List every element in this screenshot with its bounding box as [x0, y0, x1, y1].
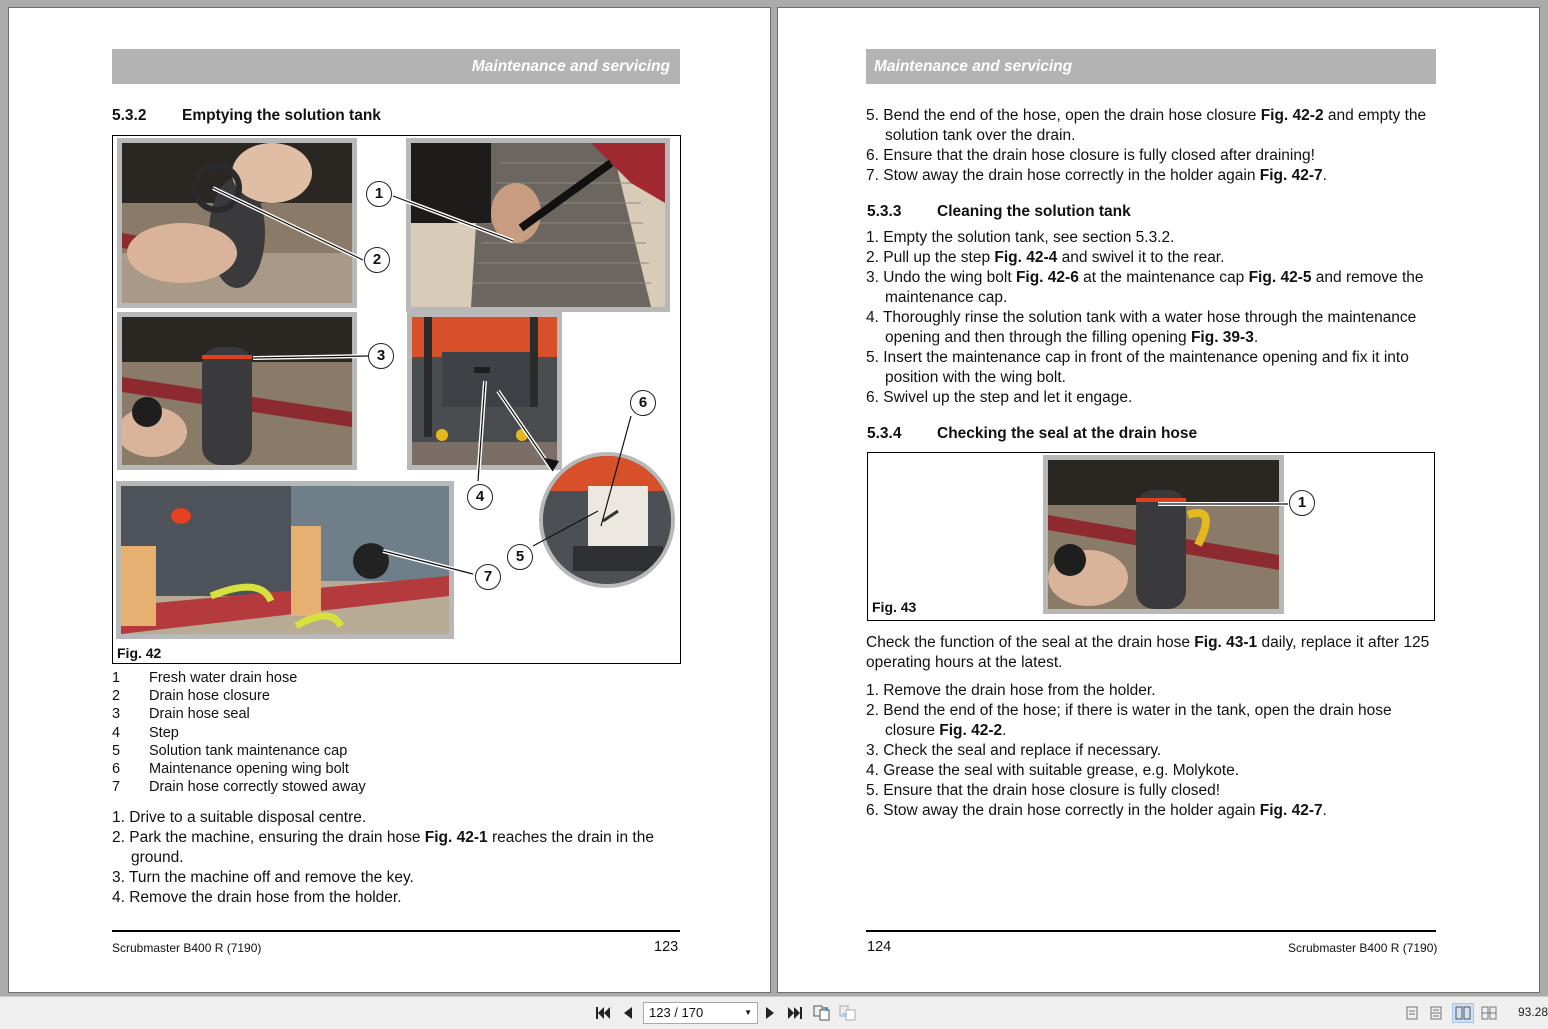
continuous-facing-icon: [1481, 1006, 1497, 1020]
figure-reference: Fig. 43-1: [1194, 634, 1258, 651]
first-page-button[interactable]: [593, 1003, 613, 1023]
last-page-button[interactable]: [785, 1003, 805, 1023]
figure-reference: Fig. 42-7: [1259, 802, 1323, 819]
chapter-header-band: Maintenance and servicing: [112, 49, 680, 84]
section-heading: [867, 425, 1197, 443]
chapter-header-band: Maintenance and servicing: [866, 49, 1436, 84]
seal-check-intro: Check the function of the seal at the drain hose Fig. 43-1 daily, replace it after 125 operating hours at the latest.: [866, 634, 1430, 671]
facing-pages-icon: [1455, 1006, 1471, 1020]
dropdown-caret-icon: ▼: [744, 1008, 752, 1017]
single-page-icon: [1406, 1006, 1418, 1020]
go-back-view-button[interactable]: [812, 1003, 832, 1023]
figure-reference: Fig. 42-1: [424, 829, 488, 846]
document-page-124: [777, 7, 1540, 993]
step-item: 7. Stow away the drain hose correctly in the holder again Fig. 42-7.: [866, 167, 1327, 184]
legend-item: 5 Solution tank maintenance cap: [112, 742, 348, 759]
step-item: 3. Check the seal and replace if necessary.: [866, 742, 1162, 759]
step-item: 5. Bend the end of the hose, open the drain hose closure Fig. 42-2 and empty the solution tank over the drain.: [866, 107, 1427, 144]
continuous-page-icon: [1430, 1006, 1442, 1020]
callout-6: 6: [630, 390, 656, 416]
figure-reference: Fig. 39-3: [1190, 329, 1254, 346]
section-title: Cleaning the solution tank: [937, 203, 1131, 220]
legend-item: 7 Drain hose correctly stowed away: [112, 779, 366, 796]
step-item: 5. Ensure that the drain hose closure is fully closed!: [866, 782, 1221, 799]
footer-rule: [112, 930, 680, 932]
step-item: 6. Stow away the drain hose correctly in the holder again Fig. 42-7.: [866, 802, 1327, 819]
go-forward-view-button[interactable]: [838, 1003, 858, 1023]
document-page-123: [8, 7, 771, 993]
figure-43: [867, 452, 1435, 621]
single-page-layout-button[interactable]: [1402, 1003, 1422, 1023]
callout-5: 5: [507, 544, 533, 570]
step-item: 2. Bend the end of the hose; if there is water in the tank, open the drain hose closure Fig. 42-2.: [866, 702, 1392, 739]
step-item: 1. Empty the solution tank, see section 5.3.2.: [866, 229, 1175, 246]
figure-reference: Fig. 42-7: [1259, 167, 1323, 184]
callout-1: 1: [366, 181, 392, 207]
callout-leader-lines: [868, 453, 1436, 622]
step-item: 1. Remove the drain hose from the holder.: [866, 682, 1156, 699]
figure-reference: Fig. 42-2: [1260, 107, 1324, 124]
step-item: 4. Remove the drain hose from the holder.: [112, 889, 402, 906]
step-item: 4. Thoroughly rinse the solution tank with a water hose through the maintenance opening and then through the filling opening Fig. 39-3.: [866, 309, 1417, 346]
figure-reference: Fig. 42-5: [1248, 269, 1312, 286]
viewer-toolbar: [0, 996, 1548, 1029]
legend-item: 6 Maintenance opening wing bolt: [112, 761, 349, 778]
seal-check-steps: [866, 681, 1441, 821]
figure-reference: Fig. 42-6: [1015, 269, 1079, 286]
step-item: 5. Insert the maintenance cap in front of the maintenance opening and fix it into position with the wing bolt.: [866, 349, 1409, 386]
step-item: 2. Park the machine, ensuring the drain hose Fig. 42-1 reaches the drain in the ground.: [112, 829, 654, 866]
last-page-icon: [788, 1007, 802, 1019]
figure-label: Fig. 42: [117, 645, 162, 661]
callout-2: 2: [364, 247, 390, 273]
step-item: 1. Drive to a suitable disposal centre.: [112, 809, 367, 826]
facing-pages-layout-button[interactable]: [1452, 1003, 1474, 1023]
step-item: 6. Swivel up the step and let it engage.: [866, 389, 1133, 406]
callout-1: 1: [1289, 490, 1315, 516]
legend-item: 3 Drain hose seal: [112, 706, 250, 723]
callout-7: 7: [475, 564, 501, 590]
back-view-icon: [813, 1005, 831, 1021]
procedure-steps: [112, 808, 680, 908]
callout-4: 4: [467, 484, 493, 510]
section-number: 5.3.3: [867, 203, 902, 220]
section-title: Emptying the solution tank: [182, 107, 381, 124]
continuous-facing-layout-button[interactable]: [1479, 1003, 1499, 1023]
figure-reference: Fig. 42-4: [994, 249, 1058, 266]
callout-3: 3: [368, 343, 394, 369]
section-heading: [867, 203, 1131, 221]
figure-legend: [112, 669, 366, 796]
footer-page-number: 123: [654, 939, 679, 955]
footer-model-name: Scrubmaster B400 R (7190): [1288, 941, 1438, 955]
page-number-select[interactable]: [643, 1002, 758, 1024]
zoom-level[interactable]: 93.28: [1518, 1005, 1548, 1019]
step-item: 6. Ensure that the drain hose closure is fully closed after draining!: [866, 147, 1315, 164]
footer-model-name: Scrubmaster B400 R (7190): [112, 941, 262, 955]
section-number: 5.3.2: [112, 107, 147, 124]
legend-item: 4 Step: [112, 724, 179, 741]
procedure-steps-continued: [866, 106, 1441, 186]
cleaning-steps: [866, 228, 1441, 408]
step-item: 3. Undo the wing bolt Fig. 42-6 at the maintenance cap Fig. 42-5 and remove the maintenance cap.: [866, 269, 1424, 306]
figure-reference: Fig. 42-2: [939, 722, 1003, 739]
step-item: 4. Grease the seal with suitable grease, e.g. Molykote.: [866, 762, 1240, 779]
section-number: 5.3.4: [867, 425, 902, 442]
next-page-icon: [766, 1007, 774, 1019]
first-page-icon: [596, 1007, 610, 1019]
section-title: Checking the seal at the drain hose: [937, 425, 1198, 442]
continuous-page-layout-button[interactable]: [1426, 1003, 1446, 1023]
previous-page-button[interactable]: [618, 1003, 638, 1023]
legend-item: 2 Drain hose closure: [112, 688, 270, 705]
forward-view-icon: [839, 1005, 857, 1021]
footer-rule: [866, 930, 1436, 932]
step-item: 3. Turn the machine off and remove the key.: [112, 869, 414, 886]
footer-page-number: 124: [867, 939, 892, 955]
figure-label: Fig. 43: [872, 599, 917, 615]
previous-page-icon: [624, 1007, 632, 1019]
figure-42: [112, 135, 681, 664]
callout-leader-lines: [113, 136, 682, 665]
next-page-button[interactable]: [760, 1003, 780, 1023]
step-item: 2. Pull up the step Fig. 42-4 and swivel it to the rear.: [866, 249, 1225, 266]
page-indicator: 123 / 170: [649, 1005, 704, 1020]
legend-item: 1 Fresh water drain hose: [112, 670, 298, 686]
section-heading: [112, 107, 381, 125]
